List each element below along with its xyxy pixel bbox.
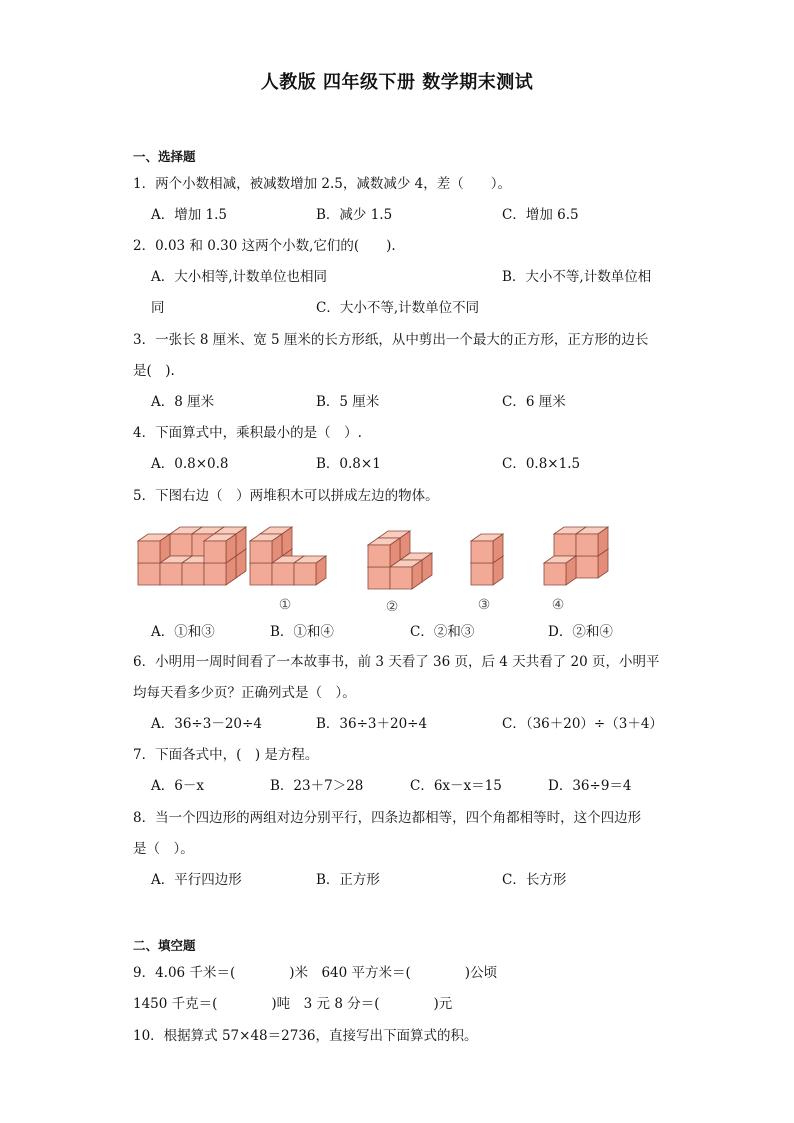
figure-label-1: ①	[278, 597, 292, 613]
question-4-stem: 4．下面算式中，乘积最小的是（ ）.	[133, 425, 362, 441]
q5-option-d[interactable]: D．②和④	[548, 624, 613, 640]
q7-option-c[interactable]: C．6x－x＝15	[410, 778, 502, 794]
q8-option-b[interactable]: B．正方形	[316, 872, 380, 888]
q6-option-a[interactable]: A．36÷3－20÷4	[151, 716, 262, 732]
q2-option-c[interactable]: C．大小不等,计数单位不同	[316, 300, 480, 316]
q7-option-a[interactable]: A．6－x	[151, 778, 204, 794]
figure-label-4: ④	[551, 597, 565, 613]
cube-figures-svg	[130, 515, 650, 615]
q7-option-b[interactable]: B．23＋7＞28	[270, 778, 364, 794]
q8-option-a[interactable]: A．平行四边形	[151, 872, 242, 888]
question-6-stem-continued: 均每天看多少页？正确列式是（ ）。	[133, 685, 356, 701]
cube-front-face	[471, 541, 493, 563]
q3-option-c[interactable]: C．6 厘米	[502, 394, 566, 410]
question-3-stem: 3．一张长 8 厘米、宽 5 厘米的长方形纸，从中剪出一个最大的正方形，正方形的边长	[133, 332, 649, 348]
cube-front-face	[554, 534, 576, 556]
cube-front-face	[160, 563, 182, 585]
question-6-stem: 6．小明用一周时间看了一本故事书，前 3 天看了 36 页，后 4 天共看了 20 页，小明平	[133, 654, 660, 670]
q8-option-c[interactable]: C．长方形	[502, 872, 567, 888]
question-3-stem-continued: 是( ).	[133, 363, 175, 379]
cube-front-face	[368, 545, 390, 567]
section-fill-heading: 二、填空题	[133, 938, 196, 953]
q2-option-b[interactable]: B．大小不等,计数单位相	[502, 269, 652, 285]
question-2-stem: 2．0.03 和 0.30 这两个小数,它们的( ).	[133, 238, 396, 254]
cube-front-face	[250, 541, 272, 563]
question-5-stem: 5．下图右边（ ）两堆积木可以拼成左边的物体。	[133, 488, 439, 504]
q1-option-c[interactable]: C．增加 6.5	[502, 207, 579, 223]
q1-option-a[interactable]: A．增加 1.5	[151, 207, 228, 223]
q1-option-b[interactable]: B．减少 1.5	[316, 207, 393, 223]
q3-option-a[interactable]: A．8 厘米	[151, 394, 215, 410]
cube-front-face	[138, 541, 160, 563]
question-9-line-2: 1450 千克＝( )吨 3 元 8 分＝( )元	[133, 996, 453, 1012]
cube-front-face	[576, 534, 598, 556]
q2-option-a[interactable]: A．大小相等,计数单位也相同	[151, 269, 328, 285]
figure-label-2: ②	[385, 599, 399, 615]
question-7-stem: 7．下面各式中，( ) 是方程。	[133, 747, 319, 763]
cube-front-face	[368, 567, 390, 589]
section-choice-heading: 一、选择题	[133, 149, 196, 164]
question-8-stem: 8．当一个四边形的两组对边分别平行，四条边都相等，四个角都相等时，这个四边形	[133, 810, 642, 826]
cube-front-face	[204, 541, 226, 563]
q6-option-c[interactable]: C．（36＋20）÷（3＋4）	[502, 716, 663, 732]
q5-option-b[interactable]: B．①和④	[270, 624, 334, 640]
q6-option-b[interactable]: B．36÷3＋20÷4	[316, 716, 428, 732]
cube-figures	[130, 515, 650, 615]
cube-front-face	[272, 563, 294, 585]
page-title: 人教版 四年级下册 数学期末测试	[260, 72, 534, 93]
cube-front-face	[204, 563, 226, 585]
q2-option-b-continued: 同	[151, 300, 165, 316]
question-10-stem: 10．根据算式 57×48＝2736，直接写出下面算式的积。	[133, 1028, 478, 1044]
cube-front-face	[390, 567, 412, 589]
question-8-stem-continued: 是（ ）。	[133, 841, 194, 857]
figure-label-3: ③	[477, 597, 491, 613]
cube-front-face	[138, 563, 160, 585]
cube-front-face	[471, 563, 493, 585]
q4-option-a[interactable]: A．0.8×0.8	[151, 456, 229, 472]
cube-front-face	[544, 563, 566, 585]
cube-front-face	[294, 563, 316, 585]
q5-option-c[interactable]: C．②和③	[410, 624, 475, 640]
cube-front-face	[182, 563, 204, 585]
question-9-line-1: 9．4.06 千米＝( )米 640 平方米＝( )公顷	[133, 965, 498, 981]
q5-option-a[interactable]: A．①和③	[151, 624, 215, 640]
q3-option-b[interactable]: B．5 厘米	[316, 394, 380, 410]
question-1-stem: 1．两个小数相减，被减数增加 2.5，减数减少 4，差（ ）。	[133, 176, 511, 192]
cube-front-face	[250, 563, 272, 585]
q4-option-b[interactable]: B．0.8×1	[316, 456, 381, 472]
cube-front-face	[576, 556, 598, 578]
q7-option-d[interactable]: D．36÷9＝4	[548, 778, 632, 794]
q4-option-c[interactable]: C．0.8×1.5	[502, 456, 581, 472]
cube-front-face	[170, 534, 192, 556]
